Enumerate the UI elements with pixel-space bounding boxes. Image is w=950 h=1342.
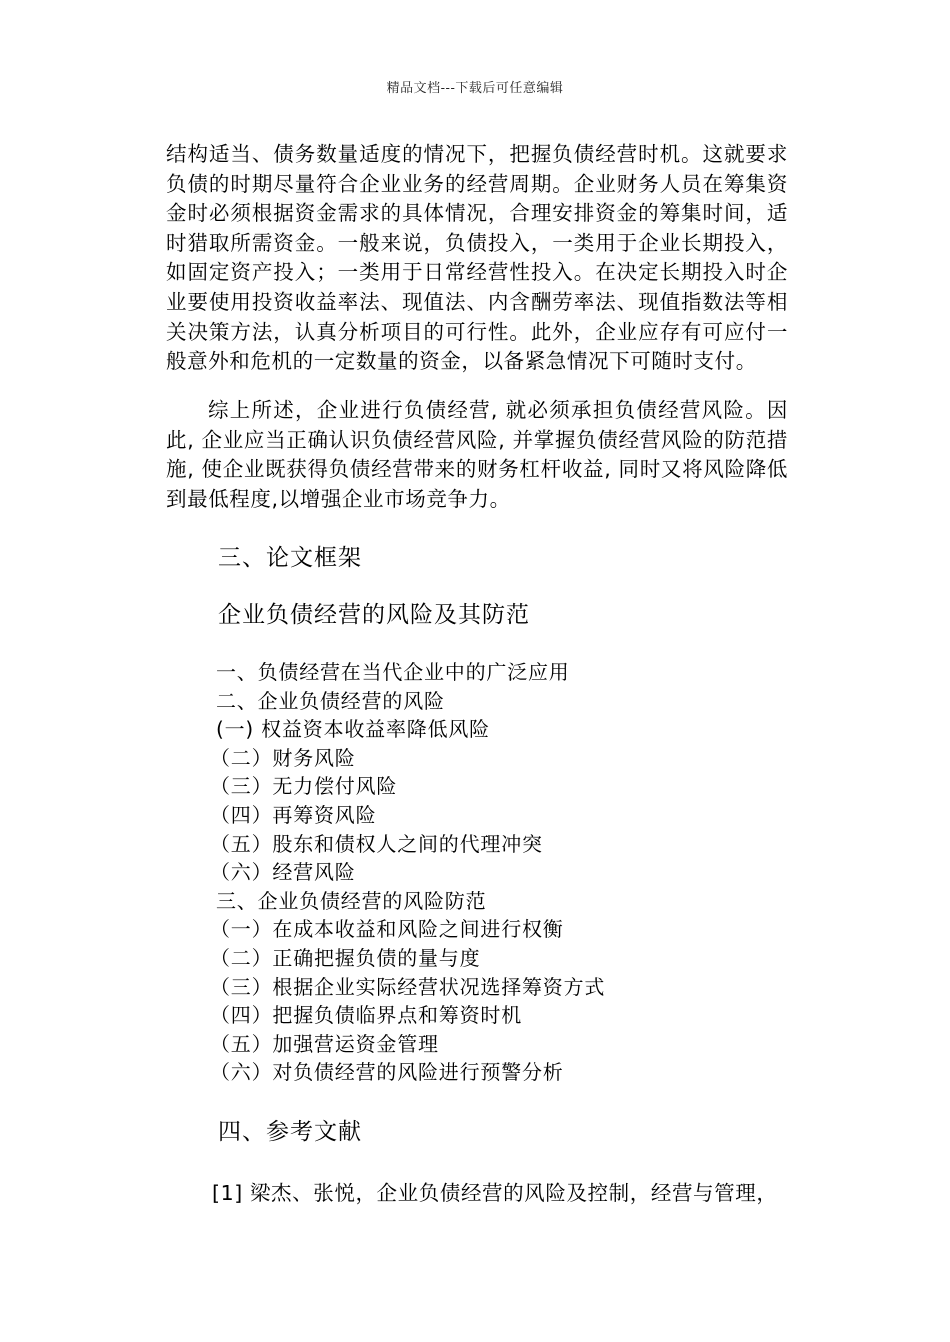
section-heading-references: 四、参考文献 xyxy=(218,1119,362,1145)
outline-item: （二）正确把握负债的量与度 xyxy=(210,945,481,970)
outline-item: （四）再筹资风险 xyxy=(210,802,377,827)
outline-item: (一) 权益资本收益率降低风险 xyxy=(216,717,490,742)
outline-list xyxy=(210,658,606,1087)
page-header: 精品文档---下载后可任意编辑 xyxy=(386,81,564,96)
outline-item: 二、企业负债经营的风险 xyxy=(216,688,445,713)
outline-item: 三、企业负债经营的风险防范 xyxy=(216,888,487,913)
reference-item: [1] 梁杰、张悦，企业负债经营的风险及控制，经营与管理， xyxy=(212,1181,778,1205)
outline-item: （三）无力偿付风险 xyxy=(210,774,398,799)
body-paragraph-2: 综上所述，企业进行负债经营, 就必须承担负债经营风险。因此, 企业应当正确认识负债经营风险, 并掌握负债经营风险的防范措施, 使企业既获得负债经营带来的财务杠杆收益, 同时又将风险降低到最低程度,以增强企业市场竞争力。 xyxy=(166,398,788,511)
outline-item: （六）经营风险 xyxy=(210,860,356,885)
outline-item: （二）财务风险 xyxy=(210,745,356,770)
outline-item: 一、负债经营在当代企业中的广泛应用 xyxy=(216,660,570,684)
outline-item: （一）在成本收益和风险之间进行权衡 xyxy=(210,917,564,942)
outline-item: （三）根据企业实际经营状况选择筹资方式 xyxy=(210,974,606,999)
thesis-title: 企业负债经营的风险及其防范 xyxy=(218,602,530,628)
outline-item: （四）把握负债临界点和筹资时机 xyxy=(210,1003,522,1028)
outline-item: （五）股东和债权人之间的代理冲突 xyxy=(210,831,543,856)
section-heading-framework: 三、论文框架 xyxy=(218,545,362,571)
body-paragraph-1: 结构适当、债务数量适度的情况下，把握负债经营时机。这就要求负债的时期尽量符合企业业务的经营周期。企业财务人员在筹集资金时必须根据资金需求的具体情况，合理安排资金的筹集时间，适时猎取所需资金。一般来说，负债投入，一类用于企业长期投入，如固定资产投入；一类用于日常经营性投入。在决定长期投入时企业要使用投资收益率法、现值法、内含酬劳率法、现值指数法等相关决策方法，认真分析项目的可行性。此外，企业应存有可应付一般意外和危机的一定数量的资金，以备紧急情况下可随时支付。 xyxy=(166,142,788,374)
outline-item: （六）对负债经营的风险进行预警分析 xyxy=(210,1060,564,1085)
outline-item: （五）加强营运资金管理 xyxy=(210,1031,439,1056)
